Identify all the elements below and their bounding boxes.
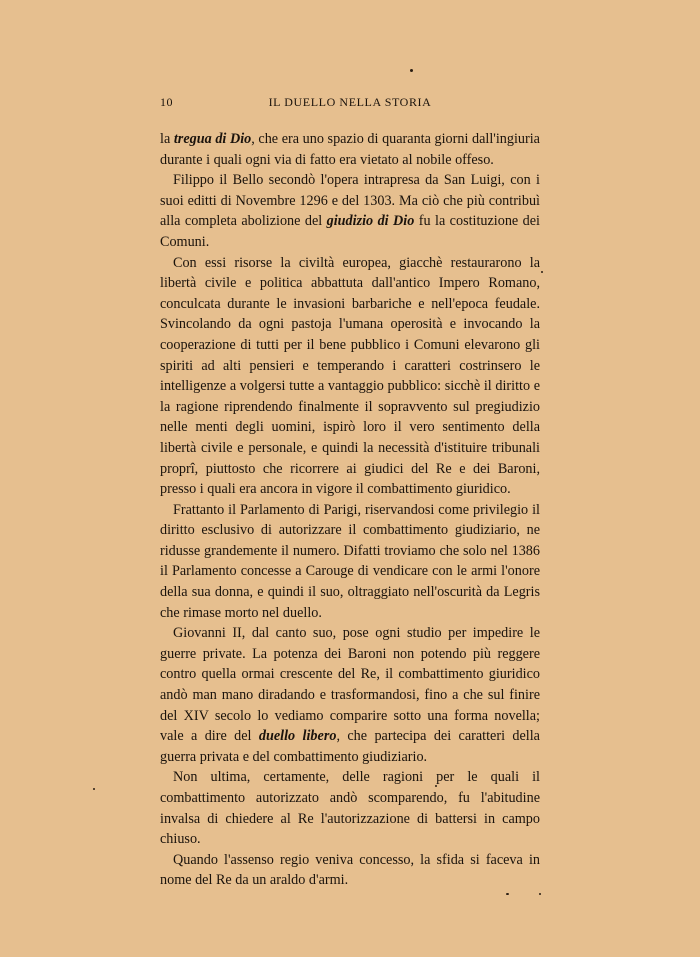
- print-speck: [506, 893, 509, 895]
- text-segment: Giovanni II, dal canto suo, pose ogni studio per impedire le guerre private. La potenza dei Baroni non potendo più reggere contro quella ormai crescente del Re, il combattimento giuridico andò man mano diradando e trasformandosi, fino a che sul finire del XIV secolo lo vediamo comparire sotto una forma novella; vale a dire del: [160, 625, 540, 745]
- text-segment: Quando l'assenso regio veniva concesso, la sfida si faceva in nome del Re da un araldo d'armi.: [160, 851, 540, 889]
- italic-term: duello libero: [258, 728, 337, 745]
- text-segment: la: [160, 131, 174, 147]
- paragraph: [160, 500, 540, 624]
- italic-term: giudizio di Dio: [326, 213, 415, 230]
- running-title: IL DUELLO NELLA STORIA: [268, 95, 432, 109]
- body-text: [160, 129, 540, 891]
- paragraph: [160, 170, 540, 252]
- paragraph: [160, 623, 540, 767]
- print-speck: [93, 788, 95, 790]
- print-speck: [410, 69, 413, 72]
- text-segment: Frattanto il Parlamento di Parigi, riservandosi come privilegio il diritto esclusivo di autorizzare il combattimento giudiziario, ne ridusse grandemente il numero. Difatti troviamo che solo nel 1386 il Parlamento concesse a Carouge di vendicare con le armi l'onore della sua donna, e quindi il suo, oltraggiato nell'oscurità da Legris che rimase morto nel duello.: [160, 501, 540, 621]
- text-segment: , che partecipa dei caratteri della guerra privata e del combattimento giudiziario.: [160, 728, 540, 765]
- text-segment: fu la costituzione dei Comuni.: [160, 213, 540, 250]
- paragraph: [160, 850, 540, 891]
- print-speck: [435, 785, 437, 787]
- paragraph: [160, 767, 540, 849]
- text-segment: Non ultima, certamente, delle ragioni per le quali il combattimento autorizzato andò scomparendo, fu l'abitudine invalsa di chiedere al Re l'autorizzazione di battersi in campo chiuso.: [160, 769, 540, 848]
- text-segment: , che era uno spazio di quaranta giorni dall'ingiuria durante i quali ogni via di fatto era vietato al nobile offeso.: [160, 131, 540, 168]
- text-segment: Filippo il Bello secondò l'opera intrapresa da San Luigi, con i suoi editti di Novembre 1296 e del 1303. Ma ciò che più contribuì alla completa abolizione del: [160, 172, 540, 230]
- italic-term: tregua di Dio: [173, 131, 252, 147]
- page-number: 10: [160, 95, 173, 109]
- paragraph: [160, 253, 540, 500]
- text-segment: Con essi risorse la civiltà europea, giacchè restaurarono la libertà civile e politica abbattuta dall'antico Impero Romano, conculcata durante le invasioni barbariche e nell'epoca feudale. Svincolando da ogni pastoja l'umana operosità e invocando la cooperazione di tutti per il bene pubblico i Comuni elevarono gli spiriti ad alti pensieri e temperando i caratteri costrinsero le intelligenze a volgersi tutte a vantaggio pubblico: sicchè il diritto e la ragione riprendendo finalmente il sopravvento sul pregiudizio nelle menti degli uomini, ispirò loro il vero sentimento della libertà civile e personale, e quindi la necessità d'istituire tribunali proprî, piuttosto che ricorrere ai giudici del Re e dei Baroni, presso i quali era ancora in vigore il combattimento giuridico.: [160, 254, 540, 498]
- print-speck: [541, 271, 543, 273]
- paragraph: [160, 129, 540, 170]
- page-header: [160, 95, 540, 113]
- print-speck: [539, 893, 541, 895]
